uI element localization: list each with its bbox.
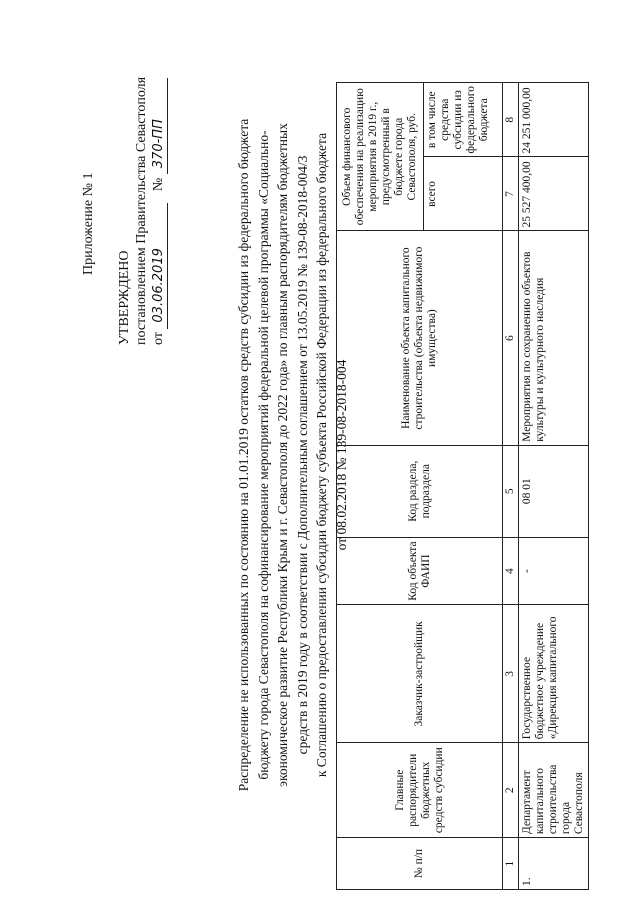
- decree-number: 370-ПП: [150, 78, 168, 174]
- from-prefix: от: [151, 332, 166, 345]
- row-no: 1.: [519, 838, 589, 890]
- header-customer: Заказчик-застройщик: [337, 605, 503, 743]
- approval-header: [80, 25, 168, 345]
- row-object: Мероприятия по сохранению объектов культуры и культурного наследия: [519, 231, 589, 445]
- title-line: от 08.02.2018 № 139-08-2018-004: [333, 359, 349, 551]
- title-line: Распределение не использованных по состоянию на 01.01.2019 остатков средств субсидии из федерального бюджета: [236, 118, 251, 792]
- decree-label: постановлением Правительства Севастополя: [134, 76, 149, 345]
- column-number: 1: [503, 838, 519, 890]
- title-line: экономическое развитие Республики Крым и г. Севастополя до 2022 года» по главным распорядителям бюджетных: [275, 123, 290, 787]
- column-number: 4: [503, 537, 519, 605]
- column-number: 7: [503, 157, 519, 231]
- title-line: бюджету города Севастополя на софинансирование мероприятий федеральной целевой программы «Социально-: [255, 130, 271, 780]
- header-manager: Главные распорядители бюджетных средств субсидии: [337, 743, 503, 838]
- row-faip: -: [519, 537, 589, 605]
- header-section: Код раздела, подраздела: [337, 445, 503, 537]
- header-volume: Объем финансового обеспечения на реализацию мероприятия в 2019 г., предусмотренный в бюджете города Севастополя, руб.: [337, 83, 424, 231]
- column-number: 2: [503, 743, 519, 838]
- header-fed: в том числе средства субсидии из федерального бюджета: [424, 83, 503, 157]
- row-total: 25 527 400,00: [519, 157, 589, 231]
- distribution-table: [336, 82, 589, 890]
- column-number: 3: [503, 605, 519, 743]
- number-prefix: №: [151, 177, 166, 192]
- column-number: 6: [503, 231, 519, 445]
- row-manager: Департамент капитального строительства города Севастополя: [519, 743, 589, 838]
- appendix-label: Приложение № 1: [81, 172, 96, 275]
- table-row: [519, 83, 589, 890]
- column-number: 8: [503, 83, 519, 157]
- row-customer: Государственное бюджетное учреждение «Дирекция капитального: [519, 605, 589, 743]
- decree-date-line: [150, 25, 168, 345]
- row-section: 08 01: [519, 445, 589, 537]
- title-line: средств в 2019 году в соответствии с Дополнительным соглашением от 13.05.2019 № 139-08-2018-004/3: [294, 155, 310, 755]
- header-no: № п/п: [337, 838, 503, 890]
- column-number: 5: [503, 445, 519, 537]
- column-number-row: [503, 83, 519, 890]
- header-object: Наименование объекта капитального строительства (объекта недвижимого имущества): [337, 231, 503, 445]
- approved-label: УТВЕРЖДЕНО: [117, 250, 132, 345]
- document-title: [234, 20, 351, 890]
- row-fed: 24 251 000,00: [519, 83, 589, 157]
- header-total: всего: [424, 157, 503, 231]
- title-line: к Соглашению о предоставлении субсидии бюджету субъекта Российской Федерации из федерального бюджета: [314, 132, 329, 778]
- table-header-row: [337, 83, 424, 890]
- header-faip: Код объекта ФАИП: [337, 537, 503, 605]
- decree-date: 03.06.2019: [150, 203, 168, 329]
